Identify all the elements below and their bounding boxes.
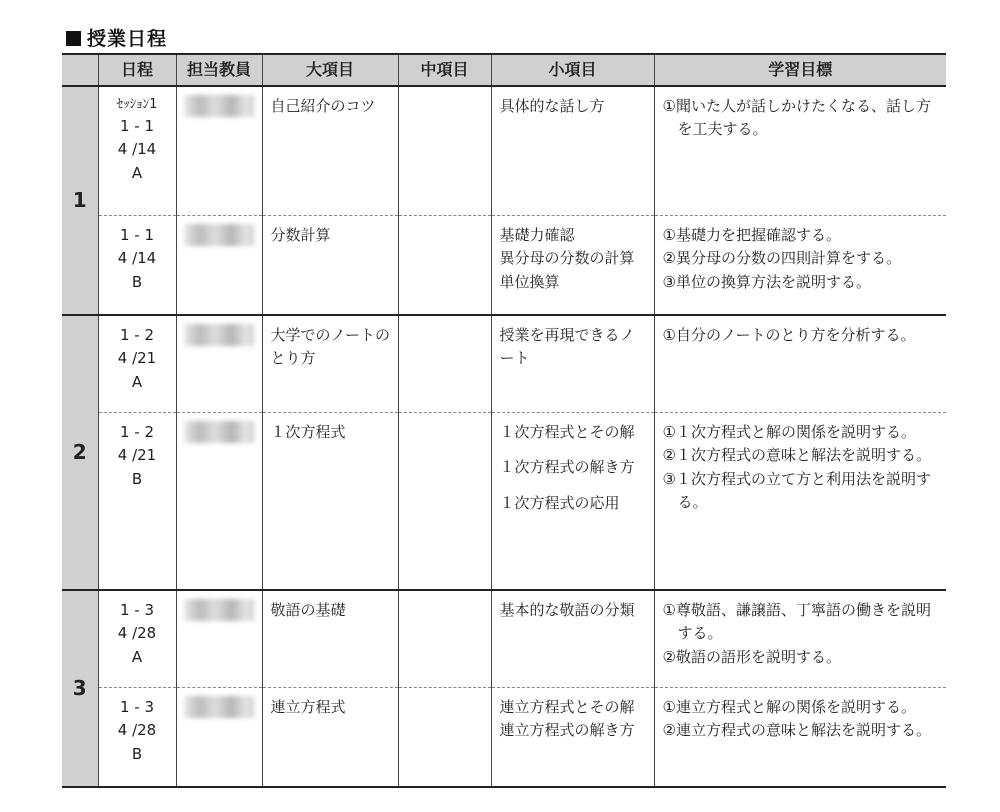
teacher-cell [176, 86, 262, 216]
major-topic: 分数計算 [262, 216, 398, 316]
redacted-teacher-name [184, 696, 254, 718]
col-middle-topic: 中項目 [398, 54, 491, 86]
col-session-number [62, 54, 98, 86]
middle-topic [398, 315, 491, 413]
goals-cell [654, 590, 946, 688]
goals-cell [654, 86, 946, 216]
section-heading-text: 授業日程 [87, 28, 168, 50]
session-number: 2 [62, 315, 98, 590]
major-topic: 自己紹介のコツ [262, 86, 398, 216]
teacher-cell [176, 315, 262, 413]
session-number: 3 [62, 590, 98, 787]
table-row [62, 590, 946, 688]
lesson-code: 1 - 2 [119, 423, 155, 441]
minor-topic-cell [491, 315, 654, 413]
table-row [62, 315, 946, 413]
schedule-cell [98, 86, 176, 216]
minor-topic-cell [491, 413, 654, 591]
lesson-group: A [131, 647, 143, 666]
lesson-group: A [131, 163, 143, 182]
teacher-cell [176, 590, 262, 688]
teacher-cell [176, 216, 262, 316]
table-row [62, 688, 946, 788]
lesson-group: B [131, 469, 143, 488]
middle-topic [398, 590, 491, 688]
minor-topic: １次方程式の解き方 [499, 458, 635, 477]
teacher-cell [176, 688, 262, 788]
learning-goal: ③１次方程式の立て方と利用法を説明する。 [662, 469, 931, 511]
lesson-code: 1 - 3 [119, 601, 155, 619]
lesson-date: 4 /21 [117, 349, 157, 368]
minor-topic-cell [491, 590, 654, 688]
minor-topic-cell [491, 216, 654, 316]
col-learning-goals: 学習目標 [654, 54, 946, 86]
minor-topic-cell [491, 86, 654, 216]
major-topic: 連立方程式 [262, 688, 398, 788]
lesson-code: 1 - 2 [119, 326, 155, 344]
goals-cell [654, 216, 946, 316]
learning-goal: ②１次方程式の意味と解法を説明する。 [662, 446, 931, 465]
lesson-code: 1 - 1 [119, 226, 155, 244]
col-teacher: 担当教員 [176, 54, 262, 86]
learning-goal: ①１次方程式と解の関係を説明する。 [662, 423, 916, 441]
learning-goal: ②敬語の語形を説明する。 [662, 647, 841, 666]
major-topic: 敬語の基礎 [262, 590, 398, 688]
redacted-teacher-name [184, 324, 254, 346]
learning-goal: ①自分のノートのとり方を分析する。 [662, 326, 916, 344]
schedule-cell [98, 315, 176, 413]
goals-cell [654, 413, 946, 591]
minor-topic: 授業を再現できるノート [499, 326, 635, 368]
minor-topic-cell [491, 688, 654, 788]
lesson-date: 4 /14 [117, 249, 157, 268]
session-number: 1 [62, 86, 98, 315]
learning-goal: ①基礎力を把握確認する。 [662, 226, 841, 244]
square-bullet-icon [66, 31, 81, 46]
redacted-teacher-name [184, 421, 254, 443]
minor-topic: 連立方程式とその解 [499, 698, 635, 716]
lesson-date: 4 /28 [117, 721, 157, 740]
major-topic: １次方程式 [262, 413, 398, 591]
schedule-cell [98, 688, 176, 788]
schedule-cell [98, 216, 176, 316]
redacted-teacher-name [184, 95, 254, 117]
learning-goal: ②異分母の分数の四則計算をする。 [662, 249, 901, 268]
goals-cell [654, 688, 946, 788]
table-row [62, 86, 946, 216]
minor-topic: 基本的な敬語の分類 [499, 601, 635, 619]
minor-topic: 基礎力確認 [499, 226, 575, 244]
redacted-teacher-name [184, 599, 254, 621]
col-minor-topic: 小項目 [491, 54, 654, 86]
learning-goal: ②連立方程式の意味と解法を説明する。 [662, 721, 931, 740]
table-row [62, 216, 946, 316]
goals-cell [654, 315, 946, 413]
minor-topic: 具体的な話し方 [499, 97, 605, 115]
table-row [62, 413, 946, 591]
learning-goal: ①聞いた人が話しかけたくなる、話し方を工夫する。 [662, 97, 931, 139]
learning-goal: ③単位の換算方法を説明する。 [662, 272, 871, 291]
lesson-date: 4 /14 [117, 140, 157, 159]
lesson-date: 4 /21 [117, 446, 157, 465]
learning-goal: ①連立方程式と解の関係を説明する。 [662, 698, 916, 716]
lesson-group: B [131, 744, 143, 763]
lesson-code: 1 - 1 [119, 117, 155, 136]
lesson-group: B [131, 272, 143, 291]
lesson-code: 1 - 3 [119, 698, 155, 716]
teacher-cell [176, 413, 262, 591]
minor-topic: 連立方程式の解き方 [499, 721, 635, 740]
minor-topic: 単位換算 [499, 272, 560, 291]
col-major-topic: 大項目 [262, 54, 398, 86]
header-row [62, 54, 946, 86]
middle-topic [398, 86, 491, 216]
major-topic: 大学でのノートのとり方 [262, 315, 398, 413]
col-schedule: 日程 [98, 54, 176, 86]
schedule-cell [98, 413, 176, 591]
minor-topic: １次方程式とその解 [499, 423, 635, 441]
lesson-date: 4 /28 [117, 624, 157, 643]
middle-topic [398, 216, 491, 316]
minor-topic: １次方程式の応用 [499, 493, 620, 512]
lesson-group: A [131, 372, 143, 391]
middle-topic [398, 413, 491, 591]
schedule-table [62, 53, 946, 788]
minor-topic: 異分母の分数の計算 [499, 249, 635, 268]
redacted-teacher-name [184, 224, 254, 246]
schedule-cell [98, 590, 176, 688]
learning-goal: ①尊敬語、謙譲語、丁寧語の働きを説明する。 [662, 601, 931, 643]
middle-topic [398, 688, 491, 788]
section-heading [66, 24, 167, 51]
session-label: ｾｯｼｮﾝ1 [116, 97, 158, 112]
